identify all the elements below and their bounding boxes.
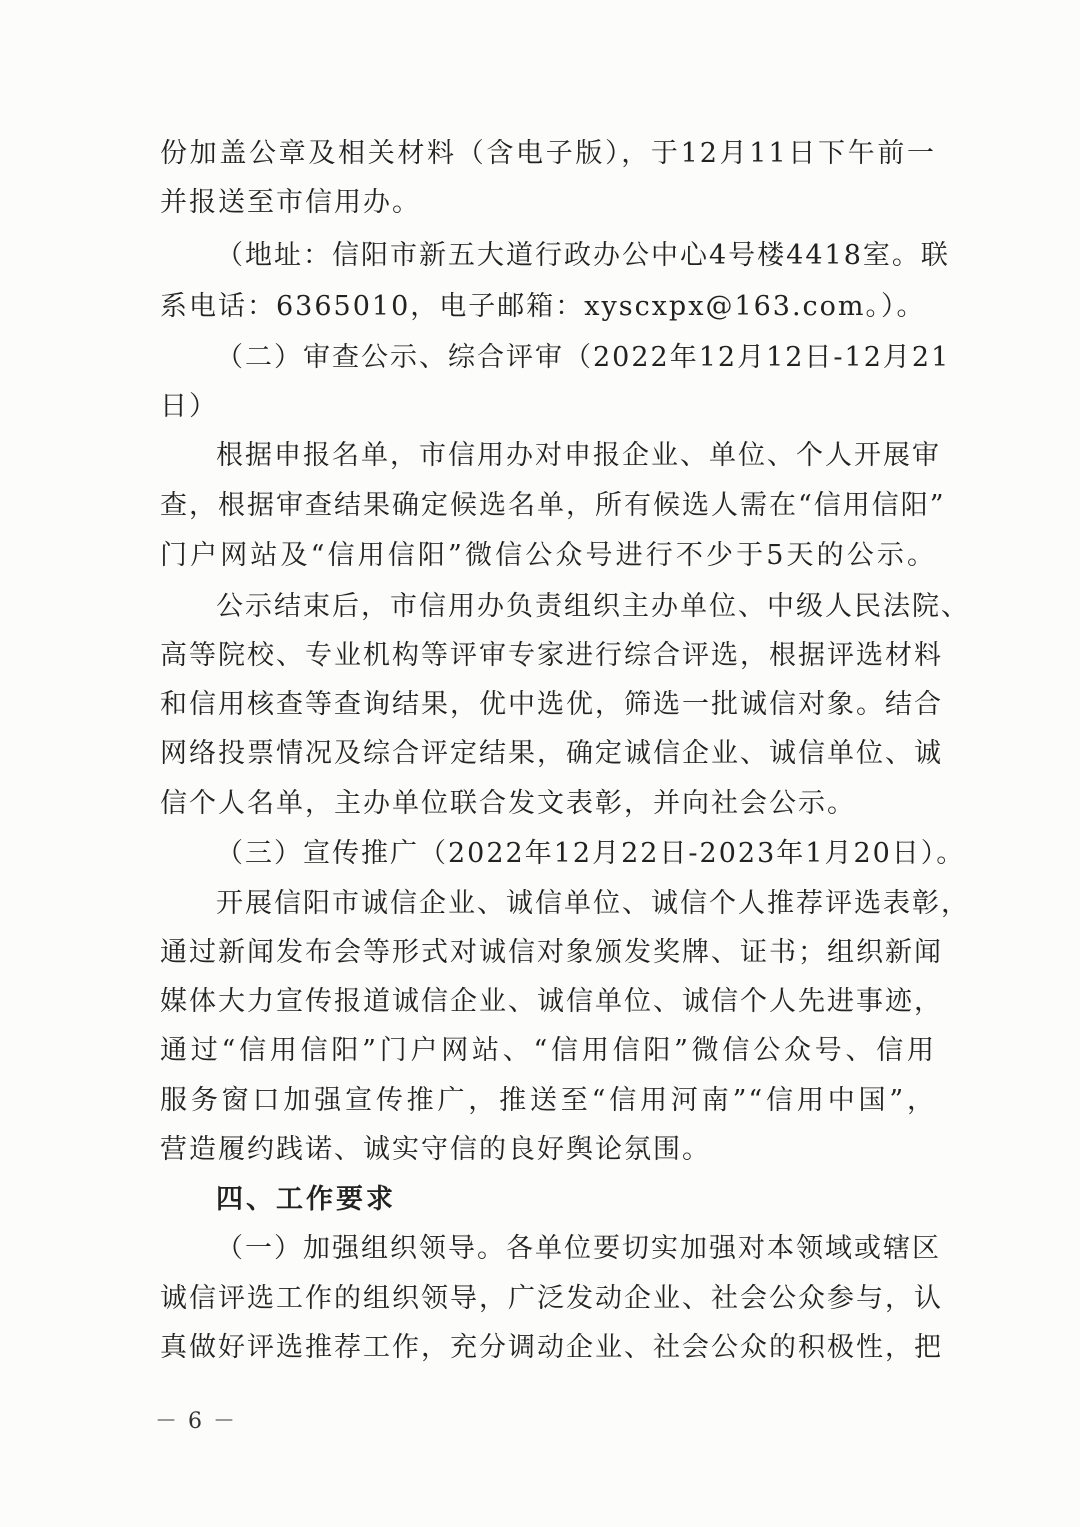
text-line: 公示结束后，市信用办负责组织主办单位、中级人民法院、 — [216, 591, 970, 622]
text-line: 诚信评选工作的组织领导，广泛发动企业、社会公众参与，认 — [160, 1283, 943, 1314]
text-line: 营造履约践诺、诚实守信的良好舆论氛围。 — [160, 1134, 711, 1165]
text-line: 日） — [160, 391, 218, 422]
text-line: 并报送至市信用办。 — [160, 187, 421, 218]
section-heading: （一）加强组织领导。各单位要切实加强对本领域或辖区 — [216, 1233, 941, 1264]
text-line: 份加盖公章及相关材料（含电子版），于12月11日下午前一 — [160, 138, 936, 169]
text-line: 网络投票情况及综合评定结果，确定诚信企业、诚信单位、诚 — [160, 738, 943, 769]
text-line: 门户网站及“信用信阳”微信公众号进行不少于5天的公示。 — [160, 540, 936, 571]
text-line: 通过“信用信阳”门户网站、“信用信阳”微信公众号、信用 — [160, 1035, 936, 1066]
text-line: 系电话：6365010，电子邮箱：xyscxpx@163.com。）。 — [160, 291, 926, 322]
text-line: 开展信阳市诚信企业、诚信单位、诚信个人推荐评选表彰， — [216, 888, 970, 919]
text-line: 信个人名单，主办单位联合发文表彰，并向社会公示。 — [160, 788, 856, 819]
text-line: 查，根据审查结果确定候选名单，所有候选人需在“信用信阳” — [160, 490, 946, 521]
page-number: － 6 － — [155, 1409, 237, 1434]
chapter-heading: 四、工作要求 — [216, 1184, 396, 1215]
text-line: 高等院校、专业机构等评审专家进行综合评选，根据评选材料 — [160, 640, 943, 671]
text-line: 媒体大力宣传报道诚信企业、诚信单位、诚信个人先进事迹， — [160, 986, 943, 1017]
text-line: 通过新闻发布会等形式对诚信对象颁发奖牌、证书；组织新闻 — [160, 937, 943, 968]
text-line: （地址：信阳市新五大道行政办公中心4号楼4418室。联 — [216, 240, 950, 271]
text-line: 真做好评选推荐工作，充分调动企业、社会公众的积极性，把 — [160, 1332, 943, 1363]
text-line: 和信用核查等查询结果，优中选优，筛选一批诚信对象。结合 — [160, 689, 943, 720]
text-line: 服务窗口加强宣传推广，推送至“信用河南”“信用中国”， — [160, 1085, 936, 1116]
section-heading: （三）宣传推广（2022年12月22日-2023年1月20日）。 — [216, 838, 966, 869]
text-line: 根据申报名单，市信用办对申报企业、单位、个人开展审 — [216, 440, 941, 471]
section-heading: （二）审查公示、综合评审（2022年12月12日-12月21 — [216, 342, 951, 373]
